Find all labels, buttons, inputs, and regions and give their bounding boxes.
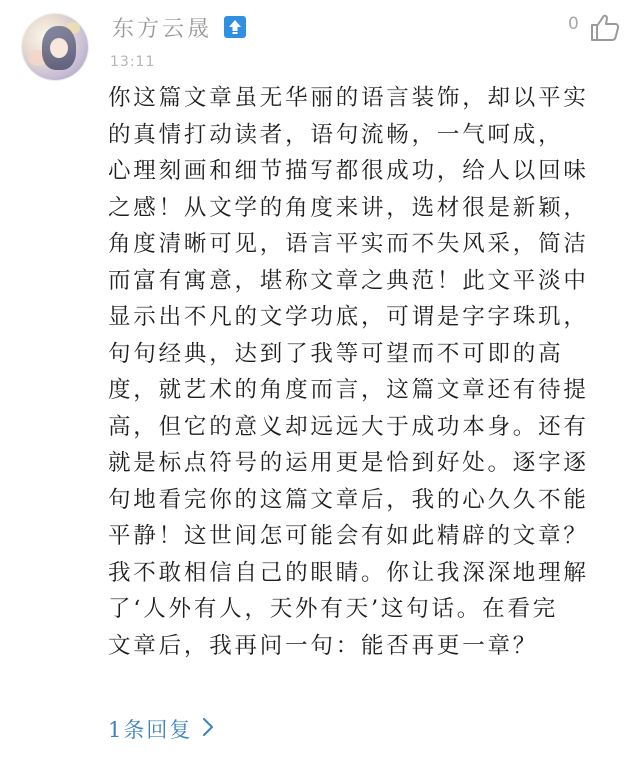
thumbs-up-icon	[588, 10, 622, 44]
replies-label: 1条回复	[108, 718, 193, 742]
comment-line: 句地看完你的这篇文章后，我的心久久不能	[108, 486, 589, 513]
comment-line: 文章后，我再问一句：能否再更一章？	[108, 632, 539, 659]
comment-body	[108, 80, 608, 664]
user-avatar[interactable]	[22, 14, 88, 80]
comment-line: 的真情打动读者，语句流畅，一气呵成，	[108, 121, 564, 148]
like-button[interactable]	[588, 10, 622, 44]
comment-line: 我不敢相信自己的眼睛。你让我深深地理解	[108, 559, 589, 586]
comment-line: 了‘人外有人，天外有天’这句话。在看完	[108, 596, 559, 622]
like-count: 0	[568, 14, 579, 34]
view-replies-link[interactable]	[108, 714, 214, 744]
comment-line: 而富有寓意，堪称文章之典范！此文平淡中	[108, 267, 589, 294]
comment-line: 度，就艺术的角度而言，这篇文章还有待提	[108, 377, 589, 403]
chevron-right-icon	[202, 717, 214, 742]
comment-line: 你这篇文章虽无华丽的语言装饰，却以平实	[108, 85, 589, 111]
comment-line: 平静！这世间怎可能会有如此精辟的文章？	[108, 523, 589, 549]
level-up-badge-icon	[224, 16, 246, 38]
comment-line: 显示出不凡的文学功底，可谓是字字珠玑，	[108, 304, 589, 330]
comment-line: 就是标点符号的运用更是恰到好处。逐字逐	[108, 450, 589, 476]
comment-line: 句句经典，达到了我等可望而不可即的高	[108, 340, 564, 367]
comment-line: 之感！从文学的角度来讲，选材很是新颖，	[108, 194, 589, 221]
comment-line: 角度清晰可见，语言平实而不失风采，简洁	[108, 231, 589, 257]
author-name[interactable]: 东方云晟	[112, 17, 213, 42]
comment-timestamp: 13:11	[110, 54, 156, 70]
avatar-face	[50, 38, 68, 58]
comment-line: 心理刻画和细节描写都很成功，给人以回味	[108, 158, 589, 184]
comment-line: 高，但它的意义却远远大于成功本身。还有	[108, 413, 589, 440]
